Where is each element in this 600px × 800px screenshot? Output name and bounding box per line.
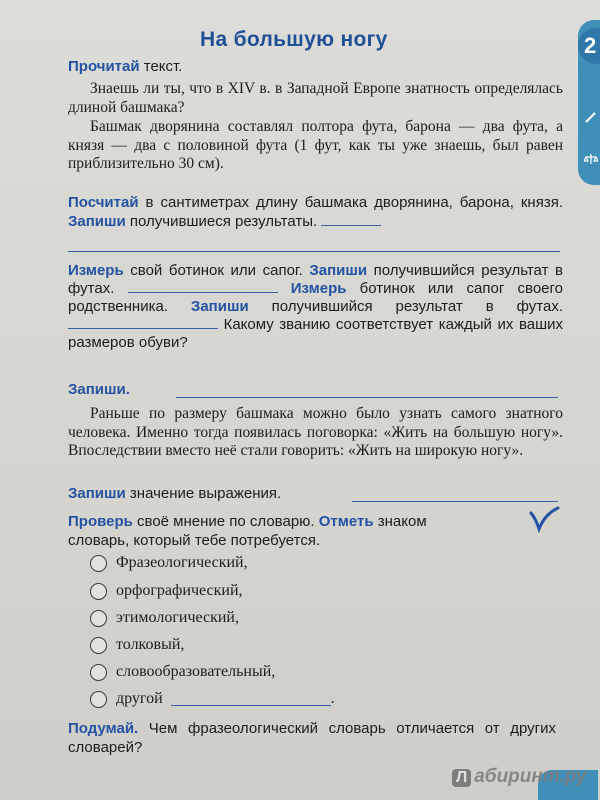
option-label: другой: [116, 690, 163, 707]
task-value-text: значение выражения.: [125, 485, 282, 502]
option-label: Фразеологический,: [116, 554, 248, 571]
task-check-text-1: своё мнение по словарю.: [132, 513, 319, 530]
task-measure-text-2: получившийся результат в футах.: [68, 262, 563, 297]
task-check-text-2: знаком: [373, 513, 427, 530]
task-measure-text-4: получившийся результат в футах.: [248, 298, 563, 315]
answer-line-other[interactable]: [171, 693, 331, 706]
option-phraseological[interactable]: [90, 554, 248, 572]
task-check-text-3: словарь, который тебе потребуется.: [68, 531, 321, 549]
task-count-keyword-1: Посчитай: [68, 194, 139, 211]
task-think: [68, 720, 556, 757]
task-think-text: Чем фразеологический словарь отличается от других словарей?: [68, 720, 556, 756]
task-measure-text-1: свой ботинок или сапог.: [123, 262, 310, 279]
task-measure-keyword-3: Измерь: [290, 280, 347, 297]
option-label: словообразовательный,: [116, 663, 276, 680]
task-measure-keyword-2: Запиши: [309, 262, 368, 279]
task-read-text: текст.: [139, 58, 183, 75]
task-count-keyword-2: Запиши: [68, 212, 126, 230]
watermark: [452, 766, 586, 788]
answer-line-own-size[interactable]: [128, 280, 278, 293]
task-check-keyword-2: Отметь: [318, 513, 374, 530]
radio-other[interactable]: [90, 691, 107, 708]
paragraph-1: Знаешь ли ты, что в XIV в. в Западной Европе знатность определялась длиной башмака?: [68, 80, 563, 116]
option-end: .: [330, 690, 335, 707]
option-explanatory[interactable]: [90, 636, 184, 654]
answer-line-count[interactable]: [321, 213, 381, 226]
answer-line-relative-size[interactable]: [68, 316, 218, 329]
task-check: [68, 513, 523, 550]
task-write-keyword: Запиши.: [68, 381, 130, 398]
scales-icon: [584, 152, 598, 166]
task-value-keyword: Запиши: [68, 485, 126, 502]
option-word-formation[interactable]: [90, 663, 275, 681]
task-measure-text-3: ботинок или сапог своего родственника.: [68, 280, 563, 315]
radio-word-formation[interactable]: [90, 664, 107, 681]
option-label: толковый,: [116, 636, 185, 653]
paragraph-2: Башмак дворянина составлял полтора фута, барона — два фута, а князя — два с половиной фута (1 фут, как ты уже знаешь, был равен приблизительно 30 см).: [68, 118, 563, 172]
option-etymological[interactable]: [90, 609, 239, 627]
task-think-keyword: Подумай.: [68, 720, 139, 737]
pencil-icon: [584, 110, 598, 124]
section-number-badge: 2: [578, 28, 600, 64]
answer-line-value[interactable]: [352, 501, 558, 502]
radio-etymological[interactable]: [90, 610, 107, 627]
task-read: [68, 58, 563, 77]
option-orthographic[interactable]: [90, 582, 243, 600]
task-measure-text-5: Какому званию соответствует каждый их ваших размеров обуви?: [68, 316, 563, 351]
paragraph-3: Раньше по размеру башмака можно было узнать самого знатного человека. Именно тогда появилась поговорка: «Жить на большую ногу». Впоследствии вместо неё стали говорить: «Жить на широкую ногу».: [68, 405, 563, 459]
task-check-keyword-1: Проверь: [68, 513, 133, 530]
checkmark-icon: [528, 505, 560, 533]
option-other[interactable]: [90, 690, 335, 708]
task-measure: [68, 262, 563, 352]
radio-orthographic[interactable]: [90, 583, 107, 600]
task-measure-keyword-4: Запиши: [190, 298, 249, 315]
option-label: этимологический,: [116, 609, 239, 626]
task-measure-keyword-1: Измерь: [68, 262, 124, 279]
answer-line-count-2[interactable]: [68, 251, 560, 252]
watermark-badge: Л: [452, 769, 471, 787]
page-title: На большую ногу: [200, 28, 388, 51]
radio-explanatory[interactable]: [90, 637, 107, 654]
option-label: орфографический,: [116, 582, 243, 599]
answer-line-write[interactable]: [176, 397, 558, 398]
task-count-text-1: в сантиметрах длину башмака дворянина, барона, князя.: [138, 194, 563, 211]
radio-phraseological[interactable]: [90, 555, 107, 572]
task-count-text-2: получившиеся результаты.: [125, 212, 318, 230]
task-count: [68, 194, 563, 231]
watermark-text: абиринт.ру: [474, 766, 587, 787]
task-read-keyword: Прочитай: [68, 58, 140, 75]
